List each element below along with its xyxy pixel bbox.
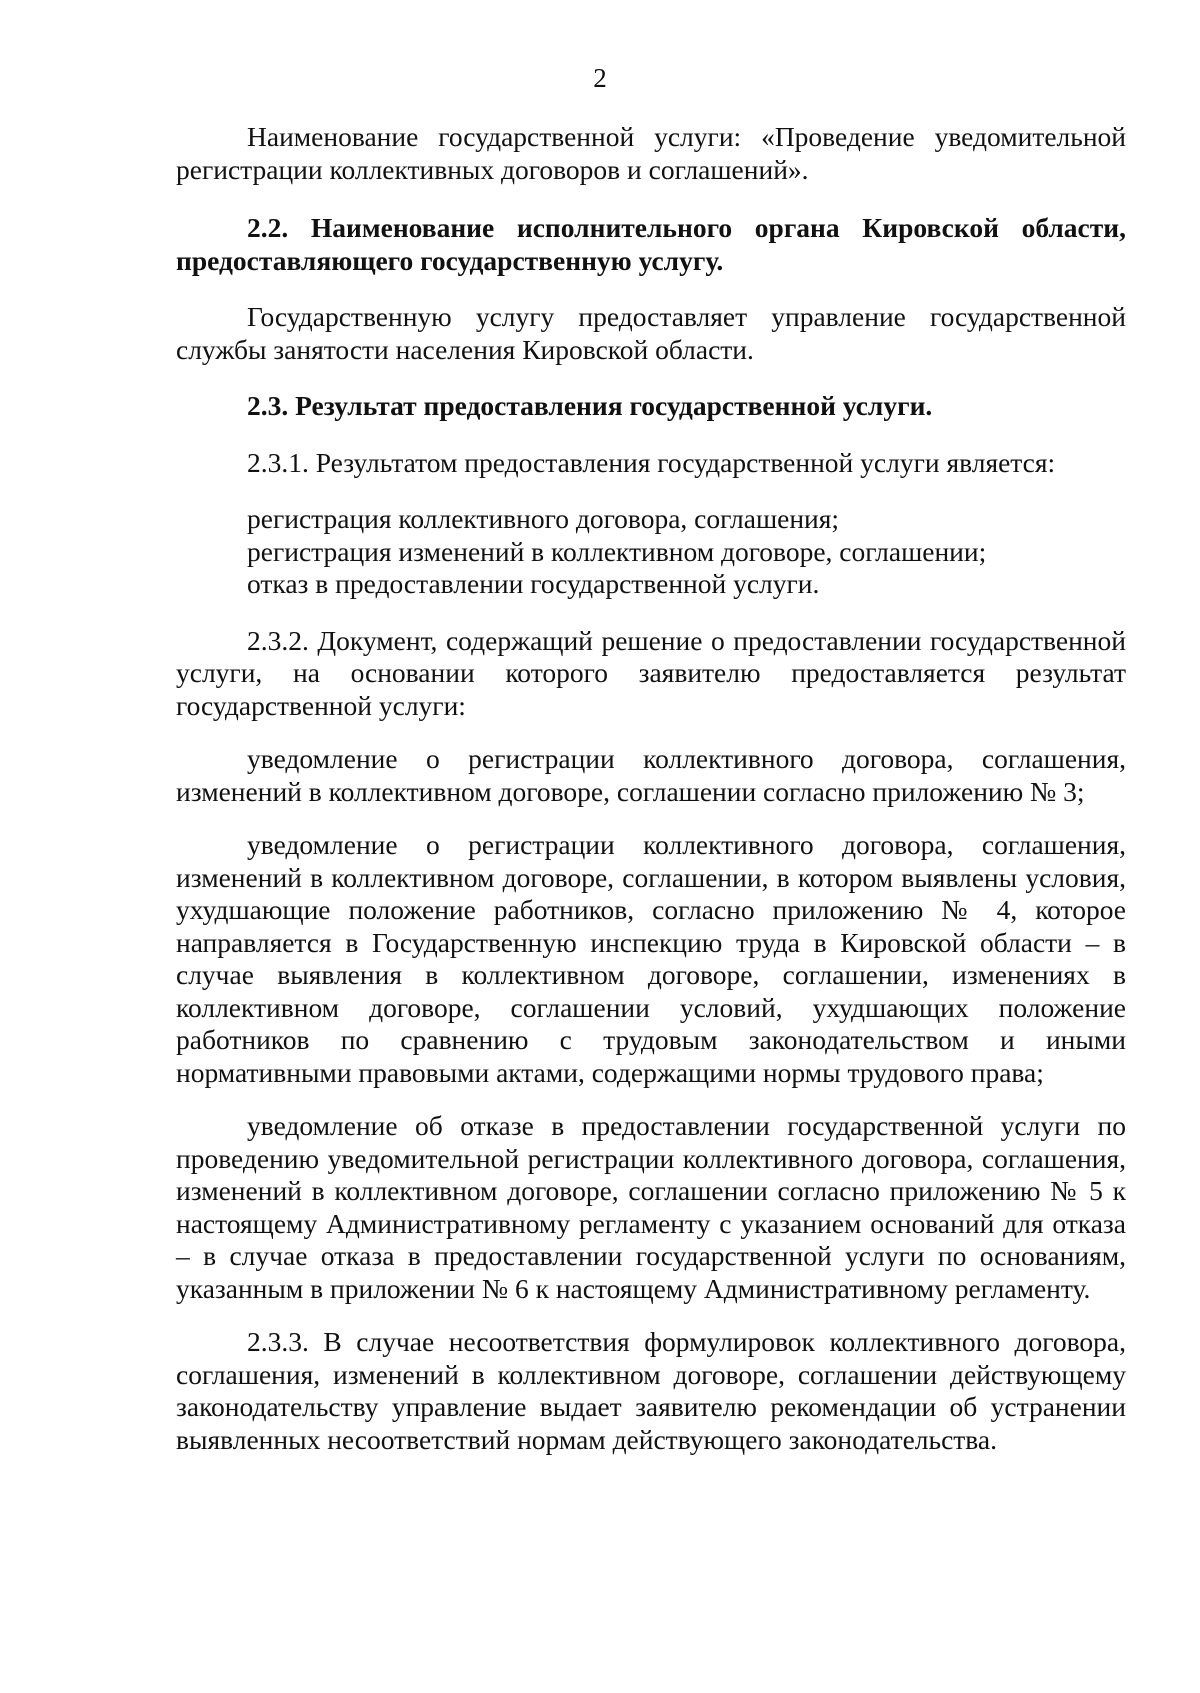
document-body: [176, 121, 1126, 1456]
results-list: [176, 503, 1126, 601]
paragraph-2-3-2: 2.3.2. Документ, содержащий решение о предоставлении государственной услуги, на основании которого заявителю предоставляется результат государственной услуги:: [176, 624, 1126, 721]
list-item: регистрация коллективного договора, соглашения;: [247, 503, 840, 534]
section-heading-2-2: 2.2. Наименование исполнительного органа Кировской области, предоставляющего государственную услугу.: [176, 212, 1126, 276]
service-name-paragraph: Наименование государственной услуги: «Проведение уведомительной регистрации коллективных договоров и соглашений».: [176, 121, 1126, 185]
page-number: 2: [593, 63, 607, 93]
list-item: отказ в предоставлении государственной услуги.: [247, 568, 820, 599]
paragraph-2-3-1: 2.3.1. Результатом предоставления государственной услуги является:: [247, 446, 1056, 478]
notice-refusal-paragraph: уведомление об отказе в предоставлении государственной услуги по проведению уведомительной регистрации коллективного договора, соглашения, изменений в коллективном договоре, соглашении согласно приложению № 5 к настоящему Административному регламенту с указанием оснований для отказа – в случае отказа в предоставлении государственной услуги по основаниям, указанным в приложении № 6 к настоящему Административному регламенту.: [176, 1110, 1126, 1304]
provider-paragraph: Государственную услугу предоставляет управление государственной службы занятости населения Кировской области.: [176, 301, 1126, 365]
notice-worsening-conditions-paragraph: уведомление о регистрации коллективного договора, соглашения, изменений в коллективном договоре, соглашении, в котором выявлены условия, ухудшающие положение работников, согласно приложению № 4, которое направляется в Государственную инспекцию труда в Кировской области – в случае выявления в коллективном договоре, соглашении, изменениях в коллективном договоре, соглашении условий, ухудшающих положение работников по сравнению с трудовым законодательством и иными нормативными правовыми актами, содержащими нормы трудового права;: [176, 829, 1126, 1088]
paragraph-2-3-3: 2.3.3. В случае несоответствия формулировок коллективного договора, соглашения, изменений в коллективном договоре, соглашении действующему законодательству управление выдает заявителю рекомендации об устранении выявленных несоответствий нормам действующего законодательства.: [176, 1326, 1126, 1455]
notice-registration-paragraph: уведомление о регистрации коллективного договора, соглашения, изменений в коллективном договоре, соглашении согласно приложению № 3;: [176, 743, 1126, 807]
list-item: регистрация изменений в коллективном договоре, соглашении;: [247, 535, 987, 567]
section-heading-2-3: 2.3. Результат предоставления государственной услуги.: [247, 390, 933, 421]
